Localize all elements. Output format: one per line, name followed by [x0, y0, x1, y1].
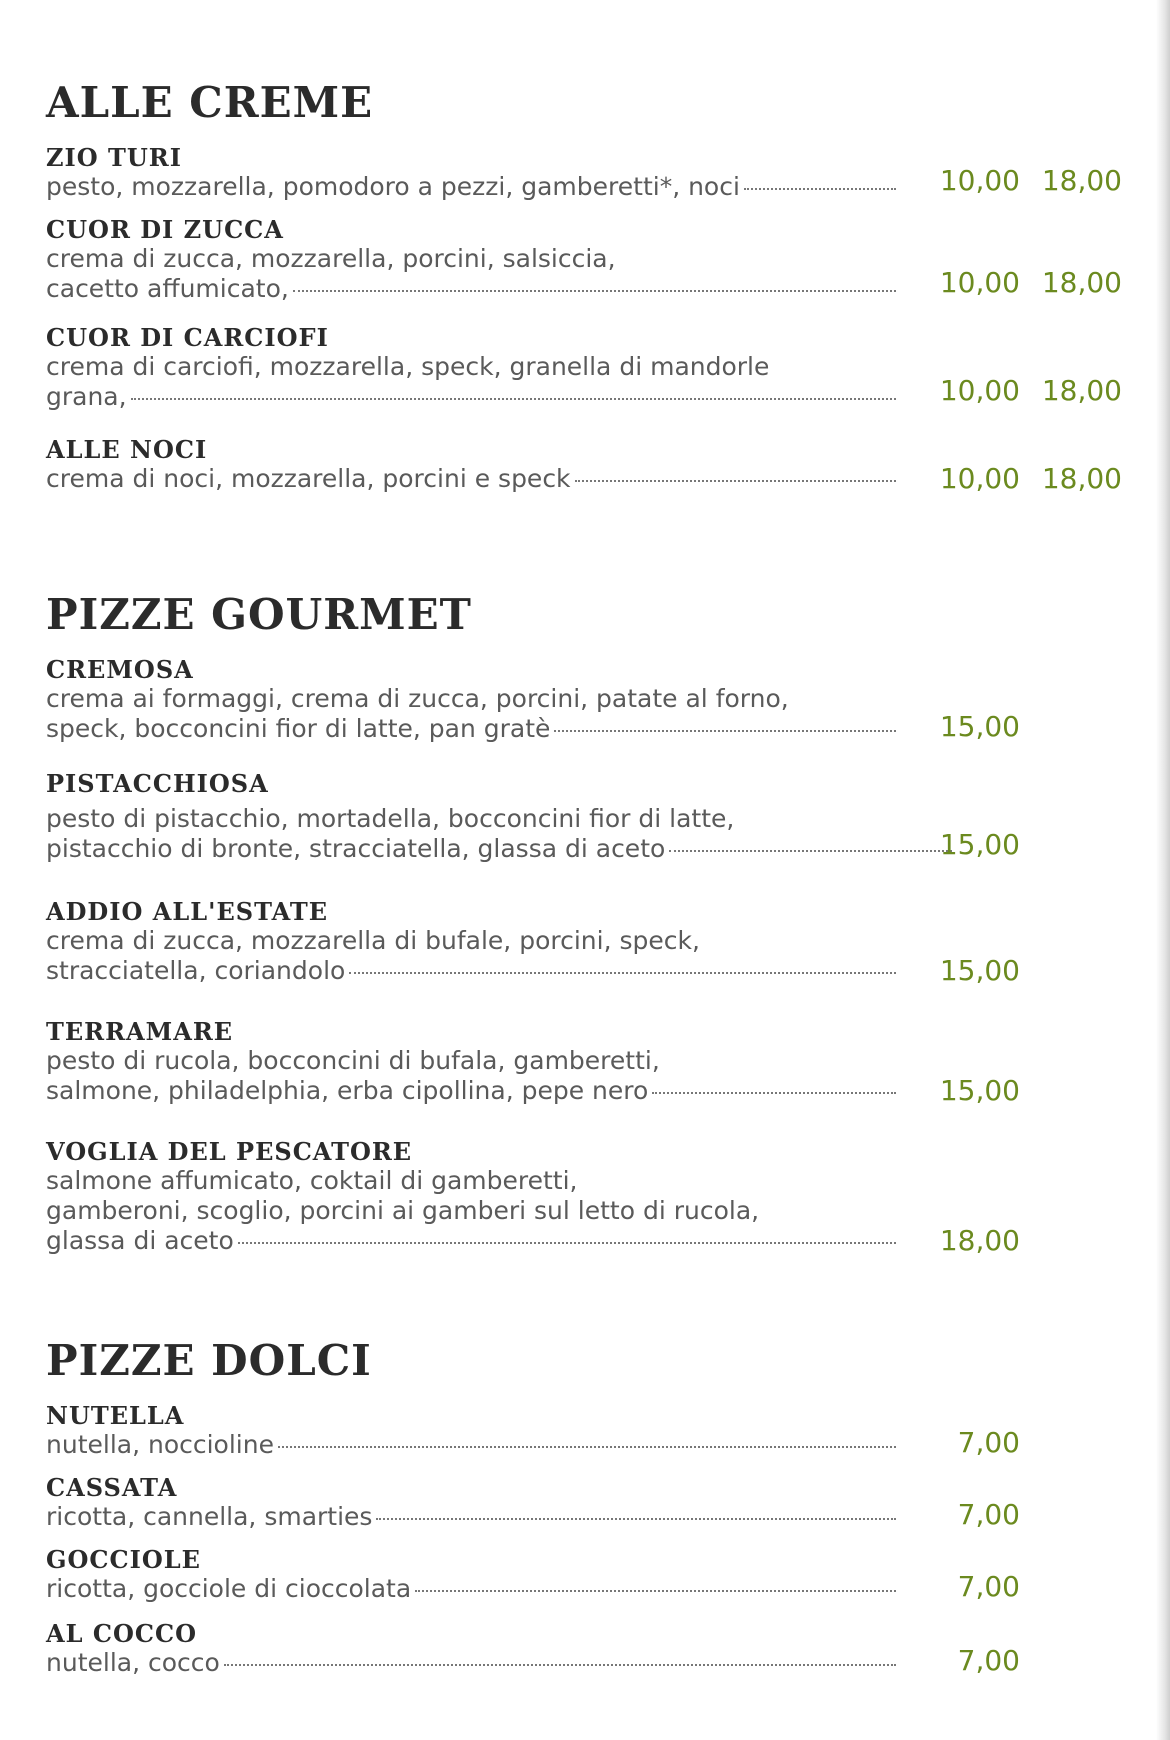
- section-pizze-dolci: [46, 1336, 1126, 1385]
- item-description: glassa di aceto: [46, 1226, 896, 1256]
- price-large: 18,00: [1041, 462, 1122, 495]
- price: 7,00: [957, 1426, 1020, 1459]
- item-name: CREMOSA: [46, 655, 194, 684]
- leader-dots: [554, 730, 896, 732]
- item-description-line: crema di carciofi, mozzarella, speck, granella di mandorle: [46, 352, 770, 381]
- menu-item: [46, 436, 1126, 494]
- leader-dots: [669, 850, 952, 852]
- item-description: stracciatella, coriandolo: [46, 956, 896, 986]
- item-description-line: crema di zucca, mozzarella, porcini, salsiccia,: [46, 244, 616, 273]
- price: 15,00: [939, 710, 1020, 743]
- item-name: PISTACCHIOSA: [46, 769, 269, 798]
- item-description: nutella, cocco: [46, 1648, 896, 1678]
- leader-dots: [652, 1092, 896, 1094]
- section-title: PIZZE DOLCI: [46, 1336, 372, 1385]
- item-name: CUOR DI ZUCCA: [46, 215, 284, 244]
- item-description-line: gamberoni, scoglio, porcini ai gamberi sul letto di rucola,: [46, 1196, 760, 1225]
- price: 7,00: [957, 1644, 1020, 1677]
- menu-item: [46, 1138, 1126, 1256]
- menu-item: [46, 1018, 1126, 1106]
- menu-item: [46, 770, 1126, 864]
- item-description-line: pesto di pistacchio, mortadella, bocconcini fior di latte,: [46, 804, 735, 833]
- menu-item: [46, 216, 1126, 304]
- leader-dots: [349, 972, 896, 974]
- item-description-line: pesto di rucola, bocconcini di bufala, gamberetti,: [46, 1046, 660, 1075]
- section-title: PIZZE GOURMET: [46, 590, 472, 639]
- section-title: ALLE CREME: [46, 78, 374, 127]
- price: 15,00: [939, 1074, 1020, 1107]
- item-name: NUTELLA: [46, 1401, 185, 1430]
- item-description: ricotta, cannella, smarties: [46, 1502, 896, 1532]
- item-name: CUOR DI CARCIOFI: [46, 323, 329, 352]
- item-description-line: crema ai formaggi, crema di zucca, porcini, patate al forno,: [46, 684, 789, 713]
- leader-dots: [376, 1518, 896, 1520]
- price-small: 10,00: [939, 462, 1020, 495]
- item-description: grana,: [46, 382, 896, 412]
- item-description-line: crema di zucca, mozzarella di bufale, porcini, speck,: [46, 926, 700, 955]
- menu-item: [46, 1474, 1126, 1532]
- item-name: CASSATA: [46, 1473, 178, 1502]
- price: 7,00: [957, 1498, 1020, 1531]
- section-alle-creme: [46, 78, 1126, 127]
- item-name: ALLE NOCI: [46, 435, 208, 464]
- leader-dots: [575, 480, 896, 482]
- price: 15,00: [939, 828, 1020, 861]
- leader-dots: [224, 1664, 896, 1666]
- item-description: pistacchio di bronte, stracciatella, glassa di aceto: [46, 834, 952, 864]
- item-name: GOCCIOLE: [46, 1545, 201, 1574]
- item-description: crema di noci, mozzarella, porcini e speck: [46, 464, 896, 494]
- price-large: 18,00: [1041, 266, 1122, 299]
- leader-dots: [293, 290, 896, 292]
- leader-dots: [744, 188, 896, 190]
- section-pizze-gourmet: [46, 590, 1126, 639]
- item-name: VOGLIA DEL PESCATORE: [46, 1137, 413, 1166]
- item-name: ADDIO ALL'ESTATE: [46, 897, 329, 926]
- price: 7,00: [957, 1570, 1020, 1603]
- price-small: 10,00: [939, 266, 1020, 299]
- menu-item: [46, 1620, 1126, 1678]
- item-description: speck, bocconcini fior di latte, pan gratè: [46, 714, 896, 744]
- item-name: AL COCCO: [46, 1619, 197, 1648]
- item-description-line: salmone affumicato, coktail di gamberetti,: [46, 1166, 578, 1195]
- menu-item: [46, 1546, 1126, 1604]
- price-small: 10,00: [939, 164, 1020, 197]
- price-small: 10,00: [939, 374, 1020, 407]
- price-large: 18,00: [1041, 374, 1122, 407]
- item-description: cacetto affumicato,: [46, 274, 896, 304]
- price: 18,00: [939, 1224, 1020, 1257]
- menu-item: [46, 1402, 1126, 1460]
- menu-item: [46, 656, 1126, 744]
- leader-dots: [238, 1242, 896, 1244]
- price-large: 18,00: [1041, 164, 1122, 197]
- item-name: ZIO TURI: [46, 143, 182, 172]
- item-name: TERRAMARE: [46, 1017, 234, 1046]
- item-description: pesto, mozzarella, pomodoro a pezzi, gamberetti*, noci: [46, 172, 896, 202]
- item-description: ricotta, gocciole di cioccolata: [46, 1574, 896, 1604]
- page-edge-shadow: [1156, 0, 1170, 1740]
- price: 15,00: [939, 954, 1020, 987]
- menu-item: [46, 324, 1126, 412]
- leader-dots: [415, 1590, 896, 1592]
- leader-dots: [278, 1446, 896, 1448]
- menu-item: [46, 144, 1126, 202]
- leader-dots: [131, 398, 896, 400]
- item-description: salmone, philadelphia, erba cipollina, pepe nero: [46, 1076, 896, 1106]
- menu-item: [46, 898, 1126, 986]
- item-description: nutella, noccioline: [46, 1430, 896, 1460]
